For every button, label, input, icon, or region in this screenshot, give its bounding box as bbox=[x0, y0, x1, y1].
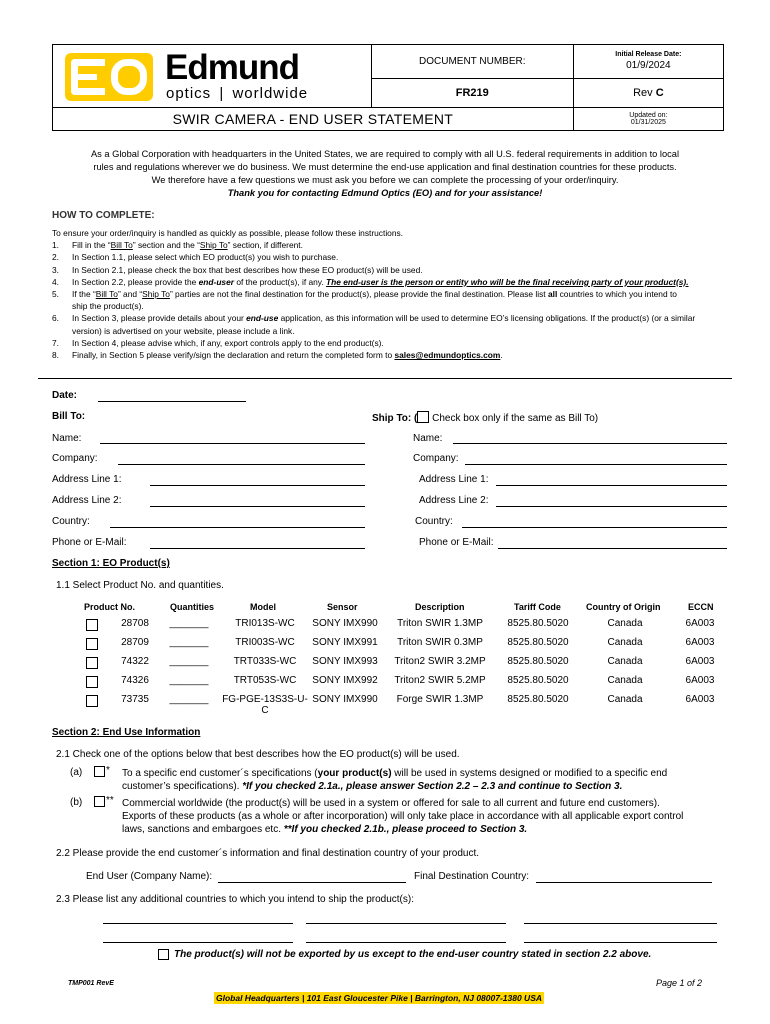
ship-to-heading: Ship To: ( Check box only if the same as Bill To) bbox=[372, 413, 599, 424]
col-description: Description bbox=[415, 602, 465, 612]
ship-phone-label: Phone or E-Mail: bbox=[419, 537, 494, 548]
col-model: Model bbox=[250, 602, 276, 612]
product-number: 28709 bbox=[121, 637, 149, 648]
option-a-label: (a) bbox=[70, 767, 83, 778]
country-field-1[interactable] bbox=[103, 923, 293, 924]
bill-country-field[interactable] bbox=[110, 527, 365, 528]
instructions-list bbox=[52, 227, 732, 361]
option-b-checkbox[interactable] bbox=[94, 796, 105, 807]
bill-phone-label: Phone or E-Mail: bbox=[52, 537, 127, 548]
ship-phone-field[interactable] bbox=[498, 548, 727, 549]
q22-text: 2.2 Please provide the end customer´s information and final destination country of your product. bbox=[56, 848, 480, 859]
product-number: 74326 bbox=[121, 675, 149, 686]
sensor: SONY IMX990 bbox=[312, 618, 378, 629]
end-user-field[interactable] bbox=[218, 882, 406, 883]
ship-country-label: Country: bbox=[415, 516, 453, 527]
country-of-origin: Canada bbox=[607, 675, 643, 686]
step-5: 5. If the “Bill To” and “Ship To” parties are not the final destination for the product(s), please provide the final destination. Please list all countries to which you intend to ship the product(s). bbox=[52, 289, 677, 312]
product-number: 73735 bbox=[121, 694, 149, 705]
country-field-4[interactable] bbox=[103, 942, 293, 943]
description: Triton SWIR 0.3MP bbox=[397, 637, 483, 648]
bill-company-label: Company: bbox=[52, 453, 98, 464]
page-number: Page 1 of 2 bbox=[656, 978, 703, 988]
eccn: 6A003 bbox=[685, 637, 715, 648]
logo-tagline: optics | worldwide bbox=[166, 85, 309, 102]
country-field-2[interactable] bbox=[306, 923, 506, 924]
document-header bbox=[52, 44, 724, 131]
tariff-code: 8525.80.5020 bbox=[507, 675, 569, 686]
country-field-5[interactable] bbox=[306, 942, 506, 943]
sensor: SONY IMX990 bbox=[312, 694, 378, 705]
ship-name-label: Name: bbox=[413, 433, 443, 444]
option-b-text: Commercial worldwide (the product(s) will be used in a system or offered for sale to all current and future end customers). Exports of these products (as a whole or after incorporation) will only take place in accordance with all applicable export control laws, sanctions and embargoes etc. **If you checked 2.1b., please proceed to Section 3. bbox=[122, 798, 684, 835]
bill-name-label: Name: bbox=[52, 433, 82, 444]
section2-title: Section 2: End Use Information bbox=[52, 727, 201, 738]
updated-date: 01/31/2025 bbox=[630, 119, 666, 126]
product-checkbox[interactable] bbox=[86, 695, 98, 707]
model: TRI013S-WC bbox=[235, 618, 295, 629]
initial-release-cell bbox=[573, 45, 723, 79]
ship-country-field[interactable] bbox=[462, 527, 727, 528]
product-checkbox[interactable] bbox=[86, 619, 98, 631]
edmund-logo bbox=[53, 45, 371, 107]
updated-cell bbox=[573, 108, 723, 131]
logo-cell bbox=[53, 45, 372, 108]
step-6: 6. In Section 3, please provide details about your end-use application, as this information will be used to determine EO’s licensing obligations. If the product(s) (or a similar version) is advertised on your website, please include a link. bbox=[52, 313, 696, 336]
product-checkbox[interactable] bbox=[86, 676, 98, 688]
revision bbox=[573, 78, 723, 107]
sensor: SONY IMX993 bbox=[312, 656, 378, 667]
option-a-text: To a specific end customer´s specifications (your product(s) will be used in systems designed or modified to a specific end customer’s specifications). *If you checked 2.1a., please answer Section 2.2 – 2.3 and continue to Section 3. bbox=[122, 768, 668, 792]
intro-paragraph bbox=[40, 148, 730, 200]
section1-title: Section 1: EO Product(s) bbox=[52, 558, 170, 569]
intro-thanks: Thank you for contacting Edmund Optics (EO) and for your assistance! bbox=[227, 188, 543, 198]
doc-number: FR219 bbox=[371, 78, 573, 107]
step-1: 1. Fill in the “Bill To” section and the “Ship To” section, if different. bbox=[52, 240, 303, 251]
option-a-checkbox[interactable] bbox=[94, 766, 105, 777]
step-4: 4. In Section 2.2, please provide the end-user of the product(s), if any. The end-user is the person or entity who will be the final receiving party of your product(s). bbox=[52, 276, 689, 287]
ship-address2-field[interactable] bbox=[496, 506, 727, 507]
option-a-mark: * bbox=[106, 765, 110, 776]
ship-same-checkbox[interactable] bbox=[417, 411, 429, 423]
option-b-mark: ** bbox=[106, 795, 114, 806]
bill-country-label: Country: bbox=[52, 516, 90, 527]
tariff-code: 8525.80.5020 bbox=[507, 694, 569, 705]
country-of-origin: Canada bbox=[607, 637, 643, 648]
description: Forge SWIR 1.3MP bbox=[396, 694, 484, 705]
tariff-code: 8525.80.5020 bbox=[507, 637, 569, 648]
quantity-field[interactable]: _______ bbox=[169, 656, 209, 667]
bill-address1-label: Address Line 1: bbox=[52, 474, 122, 485]
col-product-no: Product No. bbox=[84, 602, 135, 612]
bill-name-field[interactable] bbox=[100, 443, 365, 444]
step-7: 7. In Section 4, please advise which, if any, export controls apply to the end product(s). bbox=[52, 337, 384, 348]
country-field-3[interactable] bbox=[524, 923, 717, 924]
step-2: 2. In Section 1.1, please select which EO product(s) you wish to purchase. bbox=[52, 252, 339, 263]
tariff-code: 8525.80.5020 bbox=[507, 656, 569, 667]
model: TRT033S-WC bbox=[233, 656, 297, 667]
description: Triton SWIR 1.3MP bbox=[397, 618, 483, 629]
sales-email-link[interactable]: sales@edmundoptics.com bbox=[394, 350, 501, 361]
model: FG-PGE-13S3S-U-C bbox=[222, 694, 308, 716]
doc-title: SWIR CAMERA - END USER STATEMENT bbox=[53, 108, 574, 131]
bill-to-label: Bill To: bbox=[52, 411, 86, 422]
bill-company-field[interactable] bbox=[118, 464, 365, 465]
intro-line-1: As a Global Corporation with headquarters in the United States, we are required to comply with all U.S. federal requirements in addition to local bbox=[90, 149, 680, 159]
ship-name-field[interactable] bbox=[453, 443, 727, 444]
ship-same-label: Check box only if the same as Bill To) bbox=[429, 413, 599, 424]
eccn: 6A003 bbox=[685, 618, 715, 629]
rev-prefix: Rev bbox=[633, 86, 653, 99]
col-tariff: Tariff Code bbox=[514, 602, 561, 612]
col-origin: Country of Origin bbox=[586, 602, 661, 612]
form-divider bbox=[38, 378, 732, 379]
sensor: SONY IMX992 bbox=[312, 675, 378, 686]
declaration-text: The product(s) will not be exported by us except to the end-user country stated in section 2.2 above. bbox=[174, 949, 652, 960]
quantity-field[interactable]: _______ bbox=[169, 694, 209, 705]
product-checkbox[interactable] bbox=[86, 657, 98, 669]
logo-eo-block bbox=[65, 53, 153, 101]
col-quantities: Quantities bbox=[170, 602, 215, 612]
ship-address1-field[interactable] bbox=[496, 485, 727, 486]
quantity-field[interactable]: _______ bbox=[169, 618, 209, 629]
rev-letter: C bbox=[655, 86, 664, 99]
country-of-origin: Canada bbox=[607, 656, 643, 667]
product-number: 74322 bbox=[121, 656, 149, 667]
declaration-checkbox[interactable] bbox=[158, 949, 169, 960]
final-destination-field[interactable] bbox=[536, 882, 712, 883]
model: TRI003S-WC bbox=[235, 637, 295, 648]
country-field-6[interactable] bbox=[524, 942, 717, 943]
ship-address1-label: Address Line 1: bbox=[419, 474, 489, 485]
q23-text: 2.3 Please list any additional countries to which you intend to ship the product(s): bbox=[56, 894, 414, 905]
country-of-origin: Canada bbox=[607, 618, 643, 629]
bill-address2-field[interactable] bbox=[150, 506, 365, 507]
logo-optics: optics bbox=[166, 85, 212, 102]
end-user-label: End User (Company Name): bbox=[86, 871, 213, 882]
description: Triton2 SWIR 3.2MP bbox=[394, 656, 486, 667]
ship-company-field[interactable] bbox=[465, 464, 727, 465]
updated-label: Updated on: bbox=[629, 112, 668, 119]
eccn: 6A003 bbox=[685, 675, 715, 686]
description: Triton2 SWIR 5.2MP bbox=[394, 675, 486, 686]
ship-address2-label: Address Line 2: bbox=[419, 495, 489, 506]
product-checkbox[interactable] bbox=[86, 638, 98, 650]
q21-text: 2.1 Check one of the options below that best describes how the EO product(s) will be used. bbox=[56, 749, 460, 760]
step-3: 3. In Section 2.1, please check the box that best describes how these EO product(s) will be used. bbox=[52, 264, 423, 275]
step-8: 8. Finally, in Section 5 please verify/sign the declaration and return the completed form to sales@edmundoptics.com. bbox=[52, 350, 503, 361]
country-of-origin: Canada bbox=[607, 694, 643, 705]
how-to-heading: HOW TO COMPLETE: bbox=[52, 210, 155, 221]
final-destination-label: Final Destination Country: bbox=[414, 871, 530, 882]
tariff-code: 8525.80.5020 bbox=[507, 618, 569, 629]
col-eccn: ECCN bbox=[688, 602, 714, 612]
product-number: 28708 bbox=[121, 618, 149, 629]
intro-line-3: We therefore have a few questions we must ask you before we can complete the processing of your order/inquiry. bbox=[151, 175, 619, 185]
date-label: Date: bbox=[52, 390, 78, 401]
eccn: 6A003 bbox=[685, 656, 715, 667]
section1-subtitle: 1.1 Select Product No. and quantities. bbox=[56, 580, 224, 591]
quantity-field[interactable]: _______ bbox=[169, 637, 209, 648]
date-field[interactable] bbox=[98, 401, 246, 402]
option-b-label: (b) bbox=[70, 797, 83, 808]
logo-worldwide: worldwide bbox=[232, 85, 309, 102]
logo-edmund-text: Edmund bbox=[165, 48, 299, 87]
model: TRT053S-WC bbox=[233, 675, 297, 686]
bill-address2-label: Address Line 2: bbox=[52, 495, 122, 506]
bill-phone-field[interactable] bbox=[150, 548, 365, 549]
quantity-field[interactable]: _______ bbox=[169, 675, 209, 686]
doc-number-label: DOCUMENT NUMBER: bbox=[371, 45, 573, 79]
intro-line-2: rules and regulations wherever we do business. We must determine the end-use application and final destination countries for these products. bbox=[93, 162, 677, 172]
template-id: TMP001 RevE bbox=[68, 980, 114, 987]
initial-release-date: 01/9/2024 bbox=[626, 60, 671, 72]
col-sensor: Sensor bbox=[327, 602, 358, 612]
eccn: 6A003 bbox=[685, 694, 715, 705]
ship-company-label: Company: bbox=[413, 453, 459, 464]
instructions-lead: To ensure your order/inquiry is handled as quickly as possible, please follow these instructions. bbox=[52, 228, 404, 238]
global-headquarters: Global Headquarters | 101 East Gloucester Pike | Barrington, NJ 08007-1380 USA bbox=[216, 993, 542, 1003]
sensor: SONY IMX991 bbox=[312, 637, 378, 648]
bill-address1-field[interactable] bbox=[150, 485, 365, 486]
initial-release-label: Initial Release Date: bbox=[615, 51, 682, 59]
